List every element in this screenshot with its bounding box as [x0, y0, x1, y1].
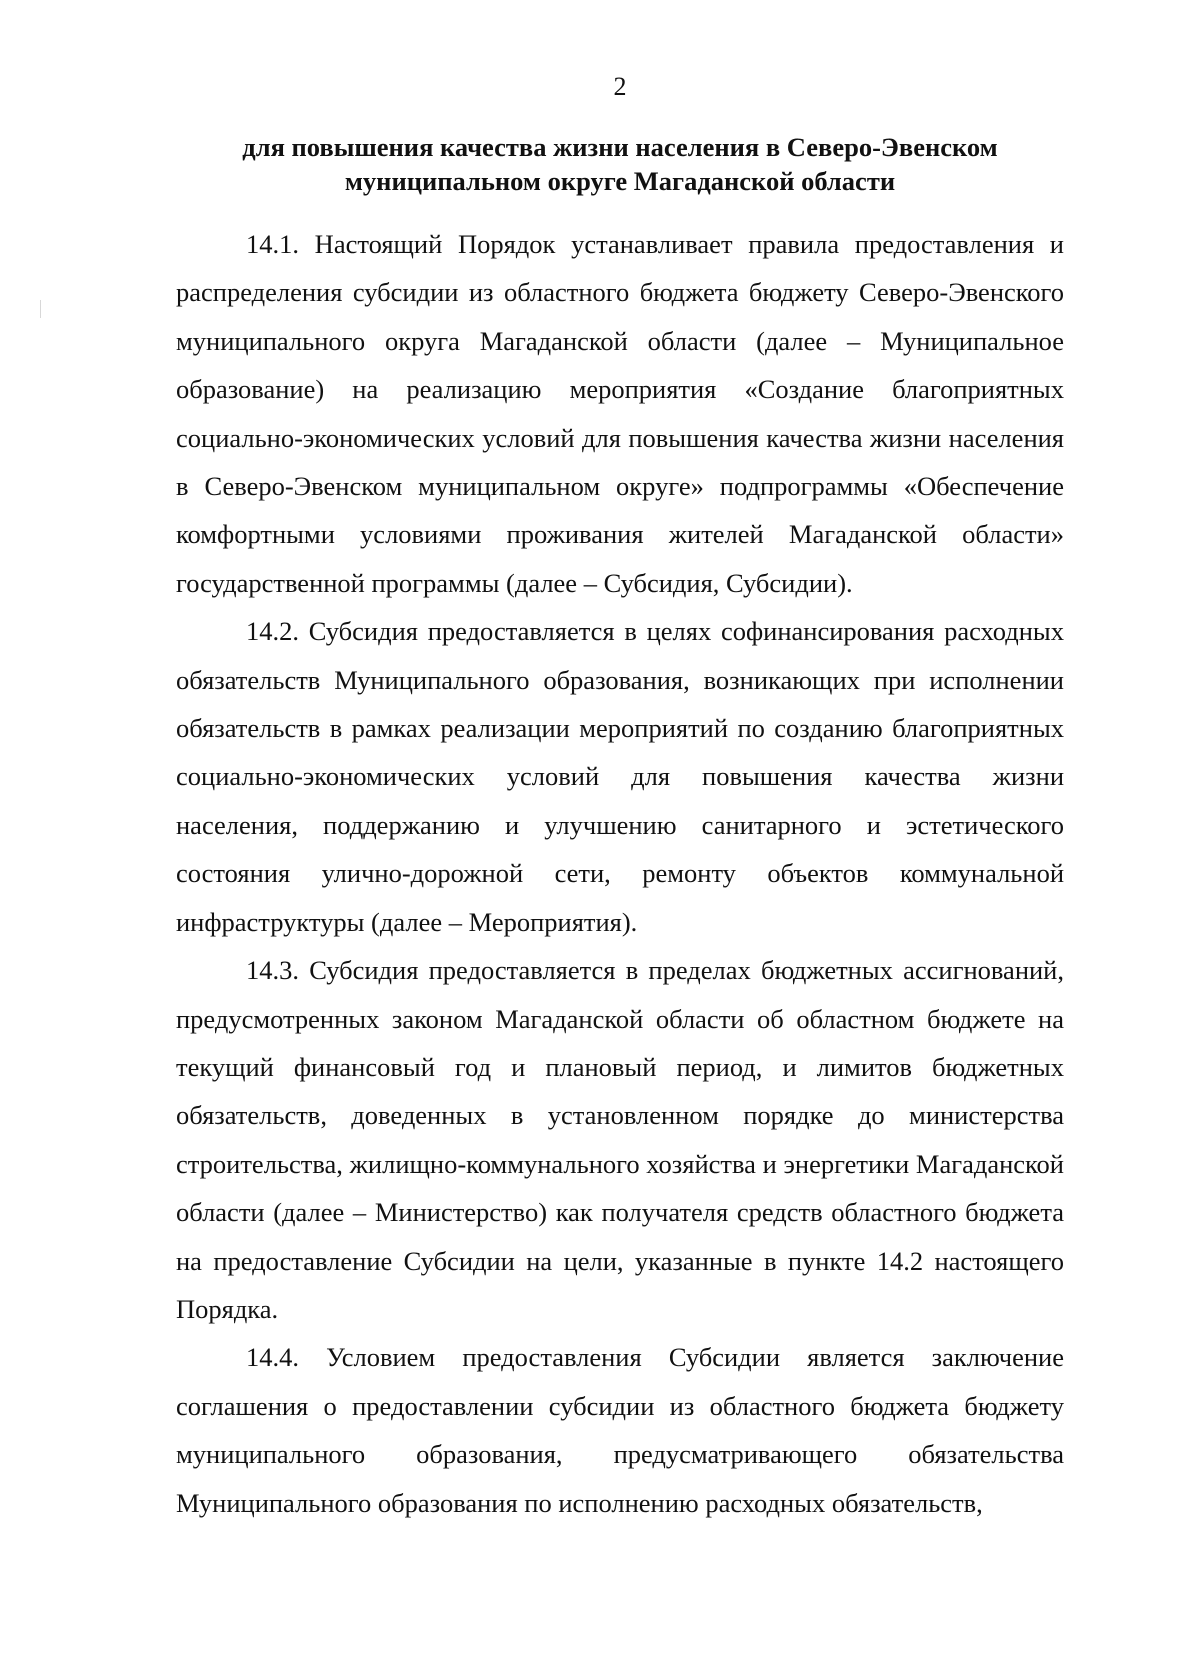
document-body	[176, 220, 1064, 1527]
paragraph-14-3: 14.3. Субсидия предоставляется в пределах бюджетных ассигнований, предусмотренных законом Магаданской области об областном бюджете на текущий финансовый год и плановый период, и лимитов бюджетных обязательств, доведенных в установленном порядке до министерства строительства, жилищно-коммунального хозяйства и энергетики Магаданской области (далее – Министерство) как получателя средств областного бюджета на предоставление Субсидии на цели, указанные в пункте 14.2 настоящего Порядка.	[176, 955, 1064, 1324]
section-title-line-2: муниципальном округе Магаданской области	[344, 166, 896, 196]
scan-artifact	[40, 300, 41, 318]
paragraph-14-1: 14.1. Настоящий Порядок устанавливает правила предоставления и распределения субсидии из областного бюджета бюджету Северо-Эвенского муниципального округа Магаданской области (далее – Муниципальное образование) на реализацию мероприятия «Создание благоприятных социально-экономических условий для повышения качества жизни населения в Северо-Эвенском муниципальном округе» подпрограммы «Обеспечение комфортными условиями проживания жителей Магаданской области» государственной программы (далее – Субсидия, Субсидии).	[176, 229, 1064, 598]
page-number: 2	[613, 72, 627, 101]
paragraph-14-4: 14.4. Условием предоставления Субсидии является заключение соглашения о предоставлении субсидии из областного бюджета бюджету муниципального образования, предусматривающего обязательства Муниципального образования по исполнению расходных обязательств,	[176, 1342, 1064, 1518]
section-title-line-1: для повышения качества жизни населения в Северо-Эвенском	[242, 132, 998, 162]
paragraph-14-2: 14.2. Субсидия предоставляется в целях софинансирования расходных обязательств Муниципального образования, возникающих при исполнении обязательств в рамках реализации мероприятий по созданию благоприятных социально-экономических условий для повышения качества жизни населения, поддержанию и улучшению санитарного и эстетического состояния улично-дорожной сети, ремонту объектов коммунальной инфраструктуры (далее – Мероприятия).	[176, 616, 1064, 937]
section-title	[175, 130, 1065, 198]
